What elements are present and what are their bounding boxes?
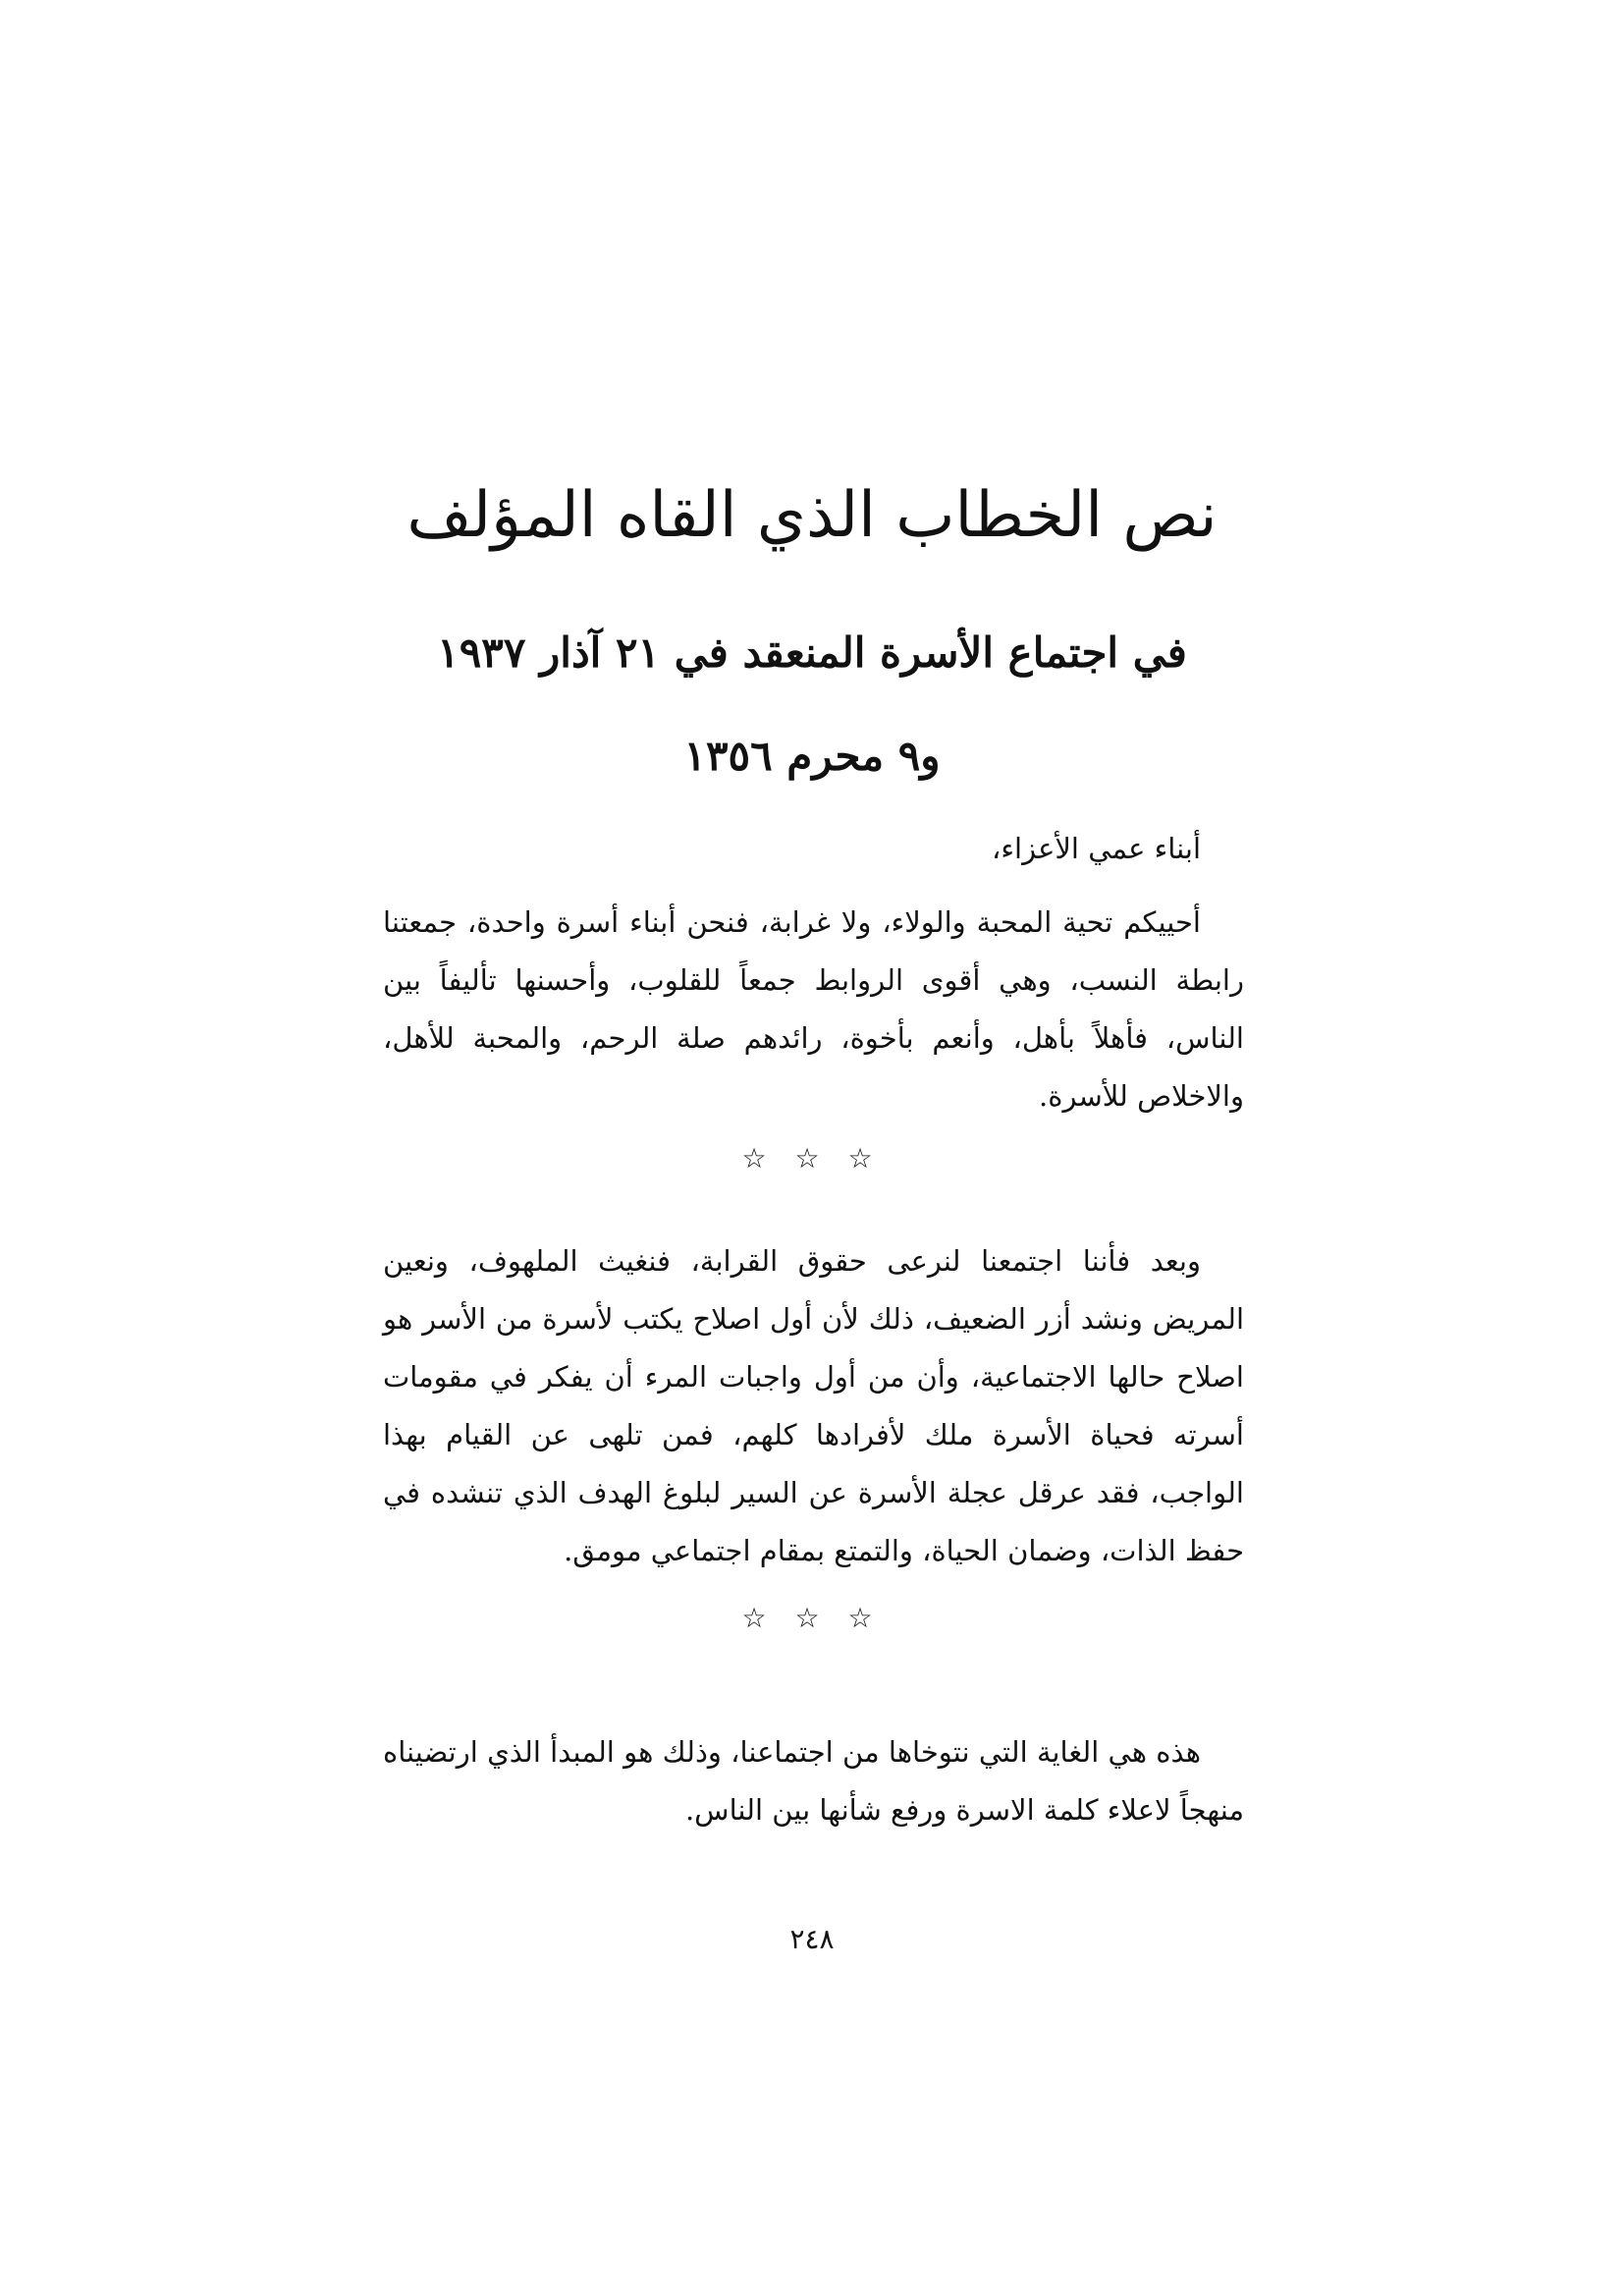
paragraph-3: هذه هي الغاية التي نتوخاها من اجتماعنا، وذلك هو المبدأ الذي ارتضيناه منهجاً لاعلاء كلمة الاسرة ورفع شأنها بين الناس. — [383, 1735, 1244, 1827]
salutation: أبناء عمي الأعزاء، — [992, 832, 1201, 865]
page-subtitle: في اجتماع الأسرة المنعقد في ٢١ آذار ١٩٣٧ — [437, 629, 1187, 677]
page-number: ٢٤٨ — [789, 1923, 835, 1955]
paragraph-1: أحييكم تحية المحبة والولاء، ولا غرابة، فنحن أبناء أسرة واحدة، جمعتنا رابطة النسب، وهي أقوى الروابط جمعاً للقلوب، وأحسنها تأليفاً بين الناس، فأهلاً بأهل، وأنعم بأخوة، رائدهم صلة الرحم، والمحبة للأهل، والاخلاص للأسرة. — [383, 905, 1244, 1113]
page-subtitle-date: و٩ محرم ١٣٥٦ — [683, 732, 941, 780]
page-title: نص الخطاب الذي القاه المؤلف — [406, 479, 1218, 552]
section-separator-1: ☆ ☆ ☆ — [741, 1142, 883, 1175]
paragraph-2: وبعد فأننا اجتمعنا لنرعى حقوق القرابة، فنغيث الملهوف، ونعين المريض ونشد أزر الضعيف، ذلك لأن أول اصلاح يكتب لأسرة من الأسر هو اصلاح حالها الاجتماعية، وأن من أول واجبات المرء أن يفكر في مقومات أسرته فحياة الأسرة ملك لأفرادها كلهم، فمن تلهى عن القيام بهذا الواجب، فقد عرقل عجلة الأسرة عن السير لبلوغ الهدف الذي تنشده في حفظ الذات، وضمان الحياة، والتمتع بمقام اجتماعي مومق. — [383, 1244, 1244, 1567]
section-separator-2: ☆ ☆ ☆ — [741, 1602, 883, 1634]
